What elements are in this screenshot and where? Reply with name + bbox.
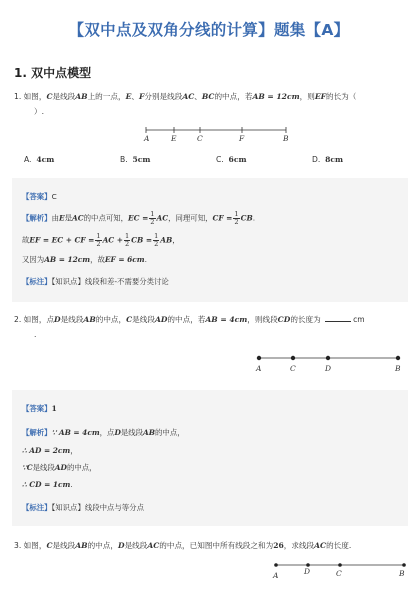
q2-text: 的中点，	[95, 315, 127, 324]
q3-figure	[268, 560, 413, 582]
q2-var: CD	[277, 315, 291, 324]
analysis-text: ，故	[90, 255, 105, 264]
analysis-text: 又因为	[22, 255, 45, 264]
analysis-var: D	[114, 428, 121, 437]
q2-analysis-line2	[22, 445, 78, 456]
question-2	[14, 314, 410, 340]
analysis-eq: CB =	[131, 235, 153, 245]
q1-var: EF	[314, 92, 326, 101]
analysis-var: AC	[72, 213, 84, 223]
option-value: 6cm	[228, 155, 247, 164]
q1-point-label: E	[171, 134, 177, 143]
fraction	[233, 211, 239, 226]
analysis-eq: ∴ AD = 2cm	[22, 446, 71, 455]
analysis-eq: EF = 6cm	[104, 255, 145, 264]
analysis-var: E	[58, 213, 65, 223]
option-c[interactable]	[216, 155, 247, 164]
q3-text: 如图，	[23, 541, 47, 550]
note-text: 【知识点】线段和差-不需要分类讨论	[51, 277, 169, 286]
fraction-den: 2	[150, 218, 155, 226]
analysis-tag: 【解析】	[22, 213, 52, 223]
q2-text: 的长度为	[290, 315, 321, 324]
answer-value: C	[51, 192, 57, 201]
fraction	[153, 233, 159, 248]
analysis-eq: EC =	[128, 213, 149, 223]
analysis-text: 是	[64, 213, 73, 223]
analysis-text: 是线段	[120, 428, 144, 437]
analysis-var: AD	[54, 463, 67, 472]
q3-text: 是线段	[124, 541, 148, 550]
q1-analysis-line1	[22, 211, 255, 226]
fraction-den: 2	[154, 240, 159, 248]
q2-point-label: B	[395, 364, 401, 373]
q1-text: 分别是线段	[144, 92, 183, 101]
q1-text: 的长为（	[326, 92, 357, 101]
q3-number: 3.	[14, 541, 22, 550]
q1-point-label: C	[197, 134, 203, 143]
analysis-text: 由	[51, 213, 59, 223]
option-d[interactable]	[312, 155, 343, 164]
q1-text: ，则	[299, 92, 315, 101]
analysis-text: ，	[70, 446, 78, 455]
q3-point-label: D	[304, 567, 311, 576]
analysis-var: C	[26, 463, 33, 472]
fraction-den: 2	[124, 240, 130, 248]
q3-var: AB	[75, 541, 88, 550]
q1-point-label: F	[239, 134, 245, 143]
q1-point-label: A	[144, 134, 150, 143]
q1-text: 、	[131, 92, 139, 101]
q1-analysis-line2	[22, 233, 180, 248]
fraction-num: 1	[154, 232, 159, 240]
page-title: 【双中点及双角分线的计算】题集【A】	[68, 21, 350, 39]
q1-var: F	[138, 92, 145, 101]
analysis-text: 的中点，	[155, 428, 185, 437]
answer-value: 1	[51, 404, 57, 413]
q1-var: C	[46, 92, 53, 101]
option-value: 5cm	[132, 155, 151, 164]
fraction-num: 1	[150, 210, 155, 218]
analysis-tag: 【解析】	[22, 428, 52, 437]
q1-answer-box	[12, 178, 408, 302]
analysis-text: .	[70, 480, 73, 489]
question-3	[14, 540, 410, 551]
option-value: 8cm	[325, 155, 344, 164]
analysis-eq: AC	[156, 213, 169, 223]
q1-condition: AB = 12cm	[252, 92, 300, 101]
section-number: 1.	[14, 66, 27, 80]
analysis-var: AB	[143, 428, 156, 437]
q1-var: BC	[201, 92, 215, 101]
q2-analysis-line3	[22, 462, 97, 473]
option-label: A.	[24, 155, 32, 164]
q2-var: C	[126, 315, 133, 324]
q1-text: 是线段	[52, 92, 76, 101]
q1-figure	[140, 124, 300, 144]
q2-point-label: A	[256, 364, 262, 373]
analysis-eq: ∵ AB = 4cm	[51, 428, 100, 437]
q2-analysis-line4	[22, 480, 73, 489]
q1-answer	[22, 191, 57, 202]
q3-sum: 26	[273, 541, 284, 550]
q3-var: AC	[314, 541, 327, 550]
q3-point-label: C	[336, 569, 342, 578]
analysis-text: 的中点可知，	[83, 213, 129, 223]
q1-point-label: B	[283, 134, 289, 143]
q2-var: AB	[83, 315, 96, 324]
q2-analysis-line1	[22, 427, 185, 438]
analysis-eq: AB	[160, 235, 173, 245]
q1-number: 1.	[14, 92, 22, 101]
q2-text: ，则线段	[247, 315, 278, 324]
fraction	[124, 233, 130, 248]
analysis-text: ，	[172, 235, 180, 245]
q2-condition: AB = 4cm	[205, 315, 248, 324]
q3-var: D	[117, 541, 125, 550]
q2-point-label: C	[290, 364, 296, 373]
note-tag: 【标注】	[22, 277, 52, 286]
answer-tag: 【答案】	[22, 192, 52, 201]
q2-text: 是线段	[132, 315, 155, 324]
q3-point-label: A	[273, 571, 279, 580]
q2-blank[interactable]	[325, 321, 351, 322]
q1-line2: ）.	[34, 107, 45, 116]
fraction-den: 2	[234, 218, 239, 226]
q2-figure	[250, 352, 405, 374]
analysis-text: 故	[22, 235, 30, 245]
q2-text: 如图，点	[23, 315, 55, 324]
q2-var: D	[54, 315, 61, 324]
q3-text: ，求线段	[283, 541, 315, 550]
analysis-eq: EF = EC + CF =	[29, 235, 95, 245]
fraction-num: 1	[234, 210, 239, 218]
option-value: 4cm	[36, 155, 55, 164]
analysis-eq: CB	[240, 213, 253, 223]
q1-analysis-line3	[22, 254, 147, 265]
q2-unit: cm	[353, 315, 365, 324]
q1-text: 的中点，若	[214, 92, 253, 101]
q1-text: 如图，	[23, 92, 47, 101]
q2-var: AD	[154, 315, 168, 324]
q2-point-label: D	[325, 364, 332, 373]
option-label: B.	[120, 155, 128, 164]
fraction-num: 1	[124, 232, 130, 240]
q2-text: 是线段	[60, 315, 84, 324]
q2-text: 的中点，若	[167, 315, 206, 324]
q1-text: 、	[194, 92, 202, 101]
q3-text: 的中点，	[87, 541, 118, 550]
analysis-text: ，点	[99, 428, 115, 437]
analysis-text: .	[252, 213, 256, 223]
q3-text: 是线段	[52, 541, 76, 550]
q2-answer-box	[12, 390, 408, 526]
option-a[interactable]	[24, 155, 54, 164]
q1-note	[22, 276, 169, 287]
fraction-den: 2	[96, 240, 101, 248]
fraction-num: 1	[96, 232, 101, 240]
section-heading	[14, 64, 91, 81]
q3-var: C	[46, 541, 53, 550]
fraction	[95, 233, 101, 248]
q1-var: AC	[182, 92, 195, 101]
q1-var: AB	[75, 92, 88, 101]
analysis-eq: ∵	[22, 463, 27, 472]
analysis-eq: AC +	[102, 235, 123, 245]
fraction	[149, 211, 155, 226]
analysis-eq: ∴ CD = 1cm	[22, 480, 71, 489]
q2-note	[22, 502, 144, 513]
answer-tag: 【答案】	[22, 404, 52, 413]
analysis-text: .	[144, 255, 147, 264]
q2-answer	[22, 403, 57, 414]
section-title: 双中点模型	[31, 66, 92, 80]
option-label: D.	[312, 155, 321, 164]
analysis-text: 是线段	[32, 463, 55, 472]
note-text: 【知识点】线段中点与等分点	[51, 503, 144, 512]
option-b[interactable]	[120, 155, 150, 164]
option-label: C.	[216, 155, 224, 164]
question-1	[14, 91, 410, 117]
q3-point-label: B	[399, 569, 405, 578]
q2-line2: .	[34, 330, 37, 339]
note-tag: 【标注】	[22, 503, 52, 512]
q1-var: E	[125, 92, 132, 101]
q2-number: 2.	[14, 315, 22, 324]
q1-text: 上的一点，	[87, 92, 126, 101]
analysis-text: ，同理可知，	[168, 213, 213, 223]
q3-var: AC	[147, 541, 160, 550]
analysis-text: 的中点，	[66, 463, 97, 472]
analysis-eq: AB = 12cm	[44, 255, 91, 264]
analysis-eq: CF =	[212, 213, 233, 223]
q3-text: 的长度.	[326, 541, 352, 550]
q3-text: 的中点，已知图中所有线段之和为	[159, 541, 274, 550]
